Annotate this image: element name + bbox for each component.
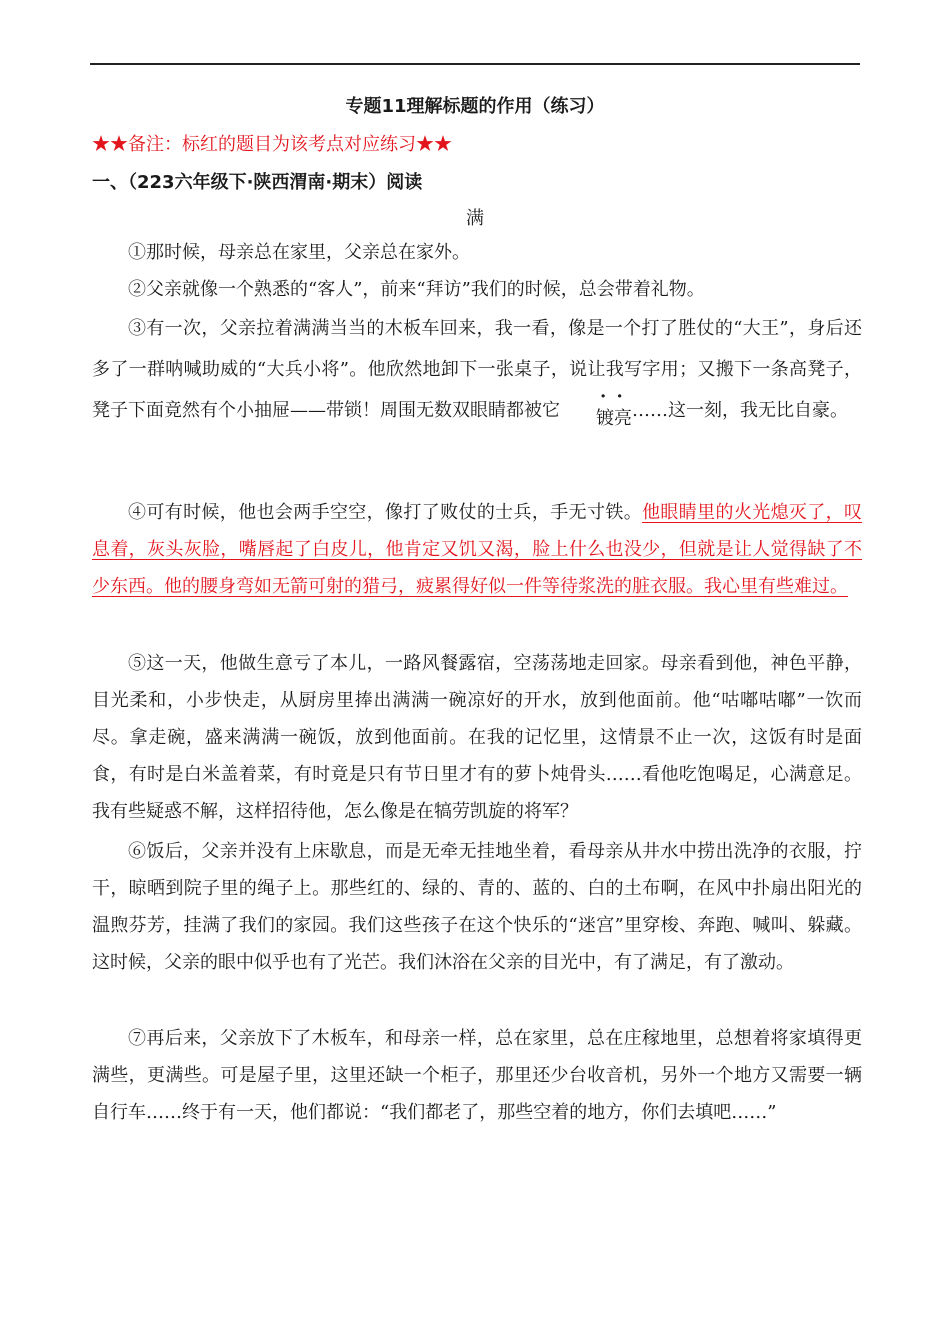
paragraph-6: ⑥饭后，父亲并没有上床歇息，而是无牵无挂地坐着，看母亲从井水中捞出洗净的衣服，拧干，晾晒到院子里的绳子上。那些红的、绿的、青的、蓝的、白的土布啊，在风中扑扇出阳光的温煦芬芳，挂满了我们的家园。我们这些孩子在这个快乐的“迷宫”里穿梭、奔跑、喊叫、躲藏。这时候，父亲的眼中似乎也有了光芒。我们沐浴在父亲的目光中，有了满足，有了激动。 <box>92 841 862 973</box>
paragraph-4 <box>92 494 862 605</box>
paragraph-2: ②父亲就像一个熟悉的“客人”，前来“拜访”我们的时候，总会带着礼物。 <box>128 279 705 300</box>
paragraph-4-text: ④可有时候，他也会两手空空，像打了败仗的士兵，手无寸铁。 <box>128 502 643 523</box>
paragraph-3-text-a: ③有一次，父亲拉着满满当当的木板车回来，我一看，像是一个打了胜仗的“大王”，身后还多了一群呐喊助威的“大兵小将”。他欣然地卸下一张桌子，说让我写字用；又搬下一条高凳子，凳子下面竟然有个小抽屉——带锁！周围无数双眼睛都被它 <box>92 318 862 421</box>
paragraph-3-text-b: ……这一刻，我无比自豪。 <box>632 400 848 421</box>
paragraph-7: ⑦再后来，父亲放下了木板车，和母亲一样，总在家里，总在庄稼地里，总想着将家填得更满些，更满些。可是屋子里，这里还缺一个柜子，那里还少台收音机，另外一个地方又需要一辆自行车……终于有一天，他们都说：“我们都老了，那些空着的地方，你们去填吧……” <box>92 1028 862 1123</box>
red-note: ★★备注：标红的题目为该考点对应练习★★ <box>92 134 452 155</box>
header-rule <box>90 63 860 65</box>
paragraph-3 <box>92 308 862 431</box>
section-heading: 一、（223六年级下·陕西渭南·期末）阅读 <box>92 172 423 193</box>
page-title: 专题11理解标题的作用（练习） <box>345 96 605 117</box>
paragraph-4-red-highlight: 他眼睛里的火光熄灭了，叹息着，灰头灰脸，嘴唇起了白皮儿，他肯定又饥又渴，脸上什么也没少，但就是让人觉得缺了不少东西。他的腰身弯如无箭可射的猎弓，疲累得好似一件等待浆洗的脏衣服。我心里有些难过。 <box>92 502 863 597</box>
paragraph-1: ①那时候，母亲总在家里，父亲总在家外。 <box>128 242 470 263</box>
paragraph-5: ⑤这一天，他做生意亏了本儿，一路风餐露宿，空荡荡地走回家。母亲看到他，神色平静，目光柔和，小步快走，从厨房里捧出满满一碗凉好的开水，放到他面前。他“咕嘟咕嘟”一饮而尽。拿走碗，盛来满满一碗饭，放到他面前。在我的记忆里，这情景不止一次，这饭有时是面食，有时是白米盖着菜，有时竟是只有节日里才有的萝卜炖骨头……看他吃饱喝足，心满意足。我有些疑惑不解，这样招待他，怎么像是在犒劳凯旋的将军？ <box>92 653 862 822</box>
emphasis-dotted-word: · · 镀亮 <box>560 398 632 439</box>
essay-title: 满 <box>466 208 484 229</box>
